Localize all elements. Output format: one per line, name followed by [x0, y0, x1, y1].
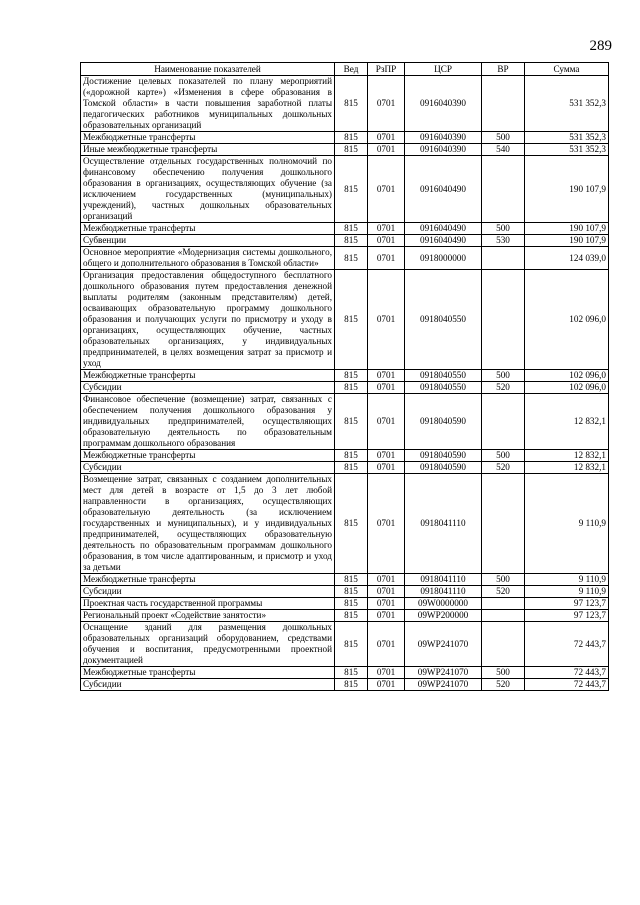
cell-csr: 0916040390 [405, 144, 482, 156]
cell-name: Межбюджетные трансферты [81, 223, 335, 235]
table-row [81, 382, 609, 394]
cell-vr [482, 610, 525, 622]
cell-csr: 0918040590 [405, 462, 482, 474]
cell-vr: 500 [482, 667, 525, 679]
cell-csr: 09WP241070 [405, 667, 482, 679]
cell-csr: 0916040490 [405, 235, 482, 247]
cell-vr: 500 [482, 450, 525, 462]
cell-sum: 9 110,9 [525, 574, 609, 586]
cell-vr [482, 622, 525, 667]
cell-sum: 97 123,7 [525, 610, 609, 622]
cell-vr [482, 474, 525, 574]
cell-rzpr: 0701 [368, 622, 405, 667]
cell-vr [482, 247, 525, 270]
table-row [81, 223, 609, 235]
table-row [81, 394, 609, 450]
table-row [81, 450, 609, 462]
cell-ved: 815 [335, 76, 368, 132]
cell-sum: 102 096,0 [525, 370, 609, 382]
cell-rzpr: 0701 [368, 156, 405, 223]
cell-sum: 124 039,0 [525, 247, 609, 270]
cell-csr: 09WP241070 [405, 622, 482, 667]
cell-name: Межбюджетные трансферты [81, 667, 335, 679]
table-row [81, 679, 609, 691]
cell-sum: 190 107,9 [525, 235, 609, 247]
cell-csr: 0918041110 [405, 574, 482, 586]
cell-ved: 815 [335, 574, 368, 586]
header-name: Наименование показателей [81, 63, 335, 76]
cell-vr: 500 [482, 370, 525, 382]
cell-sum: 531 352,3 [525, 132, 609, 144]
cell-ved: 815 [335, 667, 368, 679]
cell-name: Возмещение затрат, связанных с созданием дополнительных мест для детей в возрасте от 1,5 до 3 лет любой направленности в организациях, осуществляющих образовательную деятельность (за исключением государственных и муниципальных), и у индивидуальных предпринимателей, осуществляющих образовательную деятельность по образовательным программам дошкольного образования, в том числе адаптированным, и присмотр и уход за детьми [81, 474, 335, 574]
cell-name: Финансовое обеспечение (возмещение) затрат, связанных с обеспечением получения дошкольного образования у индивидуальных предпринимателей, осуществляющих образовательную деятельность по образовательным программам дошкольного образования [81, 394, 335, 450]
cell-rzpr: 0701 [368, 223, 405, 235]
cell-vr [482, 394, 525, 450]
cell-sum: 72 443,7 [525, 667, 609, 679]
cell-sum: 72 443,7 [525, 679, 609, 691]
cell-sum: 190 107,9 [525, 223, 609, 235]
cell-ved: 815 [335, 622, 368, 667]
cell-name: Осуществление отдельных государственных полномочий по финансовому обеспечению получения дошкольного образования в организациях, осуществляющих обучение (за исключением государственных (муниципальных) учреждений), частных дошкольных образовательных организаций [81, 156, 335, 223]
cell-csr: 09WP200000 [405, 610, 482, 622]
cell-ved: 815 [335, 370, 368, 382]
cell-name: Субсидии [81, 679, 335, 691]
cell-rzpr: 0701 [368, 586, 405, 598]
cell-csr: 0916040390 [405, 132, 482, 144]
cell-sum: 531 352,3 [525, 144, 609, 156]
cell-name: Основное мероприятие «Модернизация системы дошкольного, общего и дополнительного образования в Томской области» [81, 247, 335, 270]
table-row [81, 574, 609, 586]
cell-rzpr: 0701 [368, 679, 405, 691]
cell-rzpr: 0701 [368, 270, 405, 370]
cell-csr: 0916040490 [405, 156, 482, 223]
table-row [81, 370, 609, 382]
header-sum: Сумма [525, 63, 609, 76]
cell-sum: 531 352,3 [525, 76, 609, 132]
cell-ved: 815 [335, 247, 368, 270]
cell-name: Достижение целевых показателей по плану мероприятий («дорожной карте») «Изменения в сфере образования в Томской области» в части повышения заработной платы педагогических работников муниципальных дошкольных образовательных организаций [81, 76, 335, 132]
cell-vr [482, 270, 525, 370]
cell-rzpr: 0701 [368, 382, 405, 394]
cell-ved: 815 [335, 270, 368, 370]
cell-ved: 815 [335, 144, 368, 156]
cell-rzpr: 0701 [368, 76, 405, 132]
cell-vr: 540 [482, 144, 525, 156]
page-number: 289 [589, 38, 612, 54]
cell-rzpr: 0701 [368, 462, 405, 474]
cell-name: Проектная часть государственной программы [81, 598, 335, 610]
cell-rzpr: 0701 [368, 450, 405, 462]
header-vr: ВР [482, 63, 525, 76]
cell-sum: 9 110,9 [525, 586, 609, 598]
cell-ved: 815 [335, 156, 368, 223]
cell-rzpr: 0701 [368, 667, 405, 679]
cell-ved: 815 [335, 610, 368, 622]
cell-name: Оснащение зданий для размещения дошкольных образовательных организаций оборудованием, средствами обучения и воспитания, предусмотренными проектной документацией [81, 622, 335, 667]
cell-csr: 0918040590 [405, 394, 482, 450]
cell-sum: 102 096,0 [525, 382, 609, 394]
cell-vr [482, 156, 525, 223]
table-row [81, 235, 609, 247]
cell-ved: 815 [335, 235, 368, 247]
cell-csr: 0918041110 [405, 474, 482, 574]
table-header-row [81, 63, 609, 76]
cell-sum: 97 123,7 [525, 598, 609, 610]
cell-name: Иные межбюджетные трансферты [81, 144, 335, 156]
header-csr: ЦСР [405, 63, 482, 76]
cell-ved: 815 [335, 132, 368, 144]
table-row [81, 474, 609, 574]
cell-csr: 0916040490 [405, 223, 482, 235]
cell-rzpr: 0701 [368, 370, 405, 382]
cell-csr: 09WP241070 [405, 679, 482, 691]
cell-name: Межбюджетные трансферты [81, 450, 335, 462]
cell-rzpr: 0701 [368, 474, 405, 574]
cell-ved: 815 [335, 598, 368, 610]
cell-name: Межбюджетные трансферты [81, 370, 335, 382]
header-ved: Вед [335, 63, 368, 76]
table-row [81, 144, 609, 156]
cell-sum: 12 832,1 [525, 450, 609, 462]
table-row [81, 586, 609, 598]
cell-vr: 500 [482, 132, 525, 144]
cell-sum: 9 110,9 [525, 474, 609, 574]
cell-csr: 0918040550 [405, 370, 482, 382]
table-row [81, 247, 609, 270]
table-row [81, 76, 609, 132]
cell-vr: 500 [482, 223, 525, 235]
table-row [81, 270, 609, 370]
table-row [81, 622, 609, 667]
cell-name: Межбюджетные трансферты [81, 574, 335, 586]
cell-name: Организация предоставления общедоступного бесплатного дошкольного образования путем предоставления денежной выплаты родителям (законным представителям) детей, осваивающих образовательную программу дошкольного образования и получающих услуги по присмотру и уходу в организациях, осуществляющих обучение, частных образовательных организациях, у индивидуальных предпринимателей, в целях возмещения затрат за присмотр и уход [81, 270, 335, 370]
cell-csr: 0916040390 [405, 76, 482, 132]
cell-rzpr: 0701 [368, 144, 405, 156]
cell-name: Субсидии [81, 586, 335, 598]
table-row [81, 156, 609, 223]
table-row [81, 610, 609, 622]
table-row [81, 667, 609, 679]
cell-csr: 09W0000000 [405, 598, 482, 610]
cell-name: Межбюджетные трансферты [81, 132, 335, 144]
cell-vr [482, 76, 525, 132]
cell-vr: 520 [482, 586, 525, 598]
cell-vr: 520 [482, 679, 525, 691]
cell-ved: 815 [335, 462, 368, 474]
cell-ved: 815 [335, 679, 368, 691]
cell-rzpr: 0701 [368, 610, 405, 622]
cell-sum: 102 096,0 [525, 270, 609, 370]
cell-ved: 815 [335, 450, 368, 462]
cell-csr: 0918040550 [405, 382, 482, 394]
cell-vr: 520 [482, 382, 525, 394]
cell-rzpr: 0701 [368, 235, 405, 247]
cell-csr: 0918000000 [405, 247, 482, 270]
cell-vr: 500 [482, 574, 525, 586]
cell-rzpr: 0701 [368, 247, 405, 270]
cell-ved: 815 [335, 474, 368, 574]
cell-sum: 12 832,1 [525, 394, 609, 450]
cell-rzpr: 0701 [368, 574, 405, 586]
cell-sum: 72 443,7 [525, 622, 609, 667]
table-body [81, 76, 609, 691]
cell-vr: 530 [482, 235, 525, 247]
cell-vr [482, 598, 525, 610]
cell-sum: 190 107,9 [525, 156, 609, 223]
cell-name: Субсидии [81, 382, 335, 394]
table-row [81, 598, 609, 610]
table-row [81, 462, 609, 474]
cell-csr: 0918040550 [405, 270, 482, 370]
cell-rzpr: 0701 [368, 132, 405, 144]
cell-name: Региональный проект «Содействие занятости» [81, 610, 335, 622]
budget-table [80, 62, 609, 691]
header-rzpr: РзПР [368, 63, 405, 76]
cell-name: Субвенции [81, 235, 335, 247]
cell-rzpr: 0701 [368, 598, 405, 610]
table-row [81, 132, 609, 144]
cell-csr: 0918040590 [405, 450, 482, 462]
cell-rzpr: 0701 [368, 394, 405, 450]
cell-csr: 0918041110 [405, 586, 482, 598]
cell-name: Субсидии [81, 462, 335, 474]
cell-ved: 815 [335, 223, 368, 235]
cell-ved: 815 [335, 586, 368, 598]
cell-vr: 520 [482, 462, 525, 474]
cell-ved: 815 [335, 382, 368, 394]
cell-ved: 815 [335, 394, 368, 450]
cell-sum: 12 832,1 [525, 462, 609, 474]
